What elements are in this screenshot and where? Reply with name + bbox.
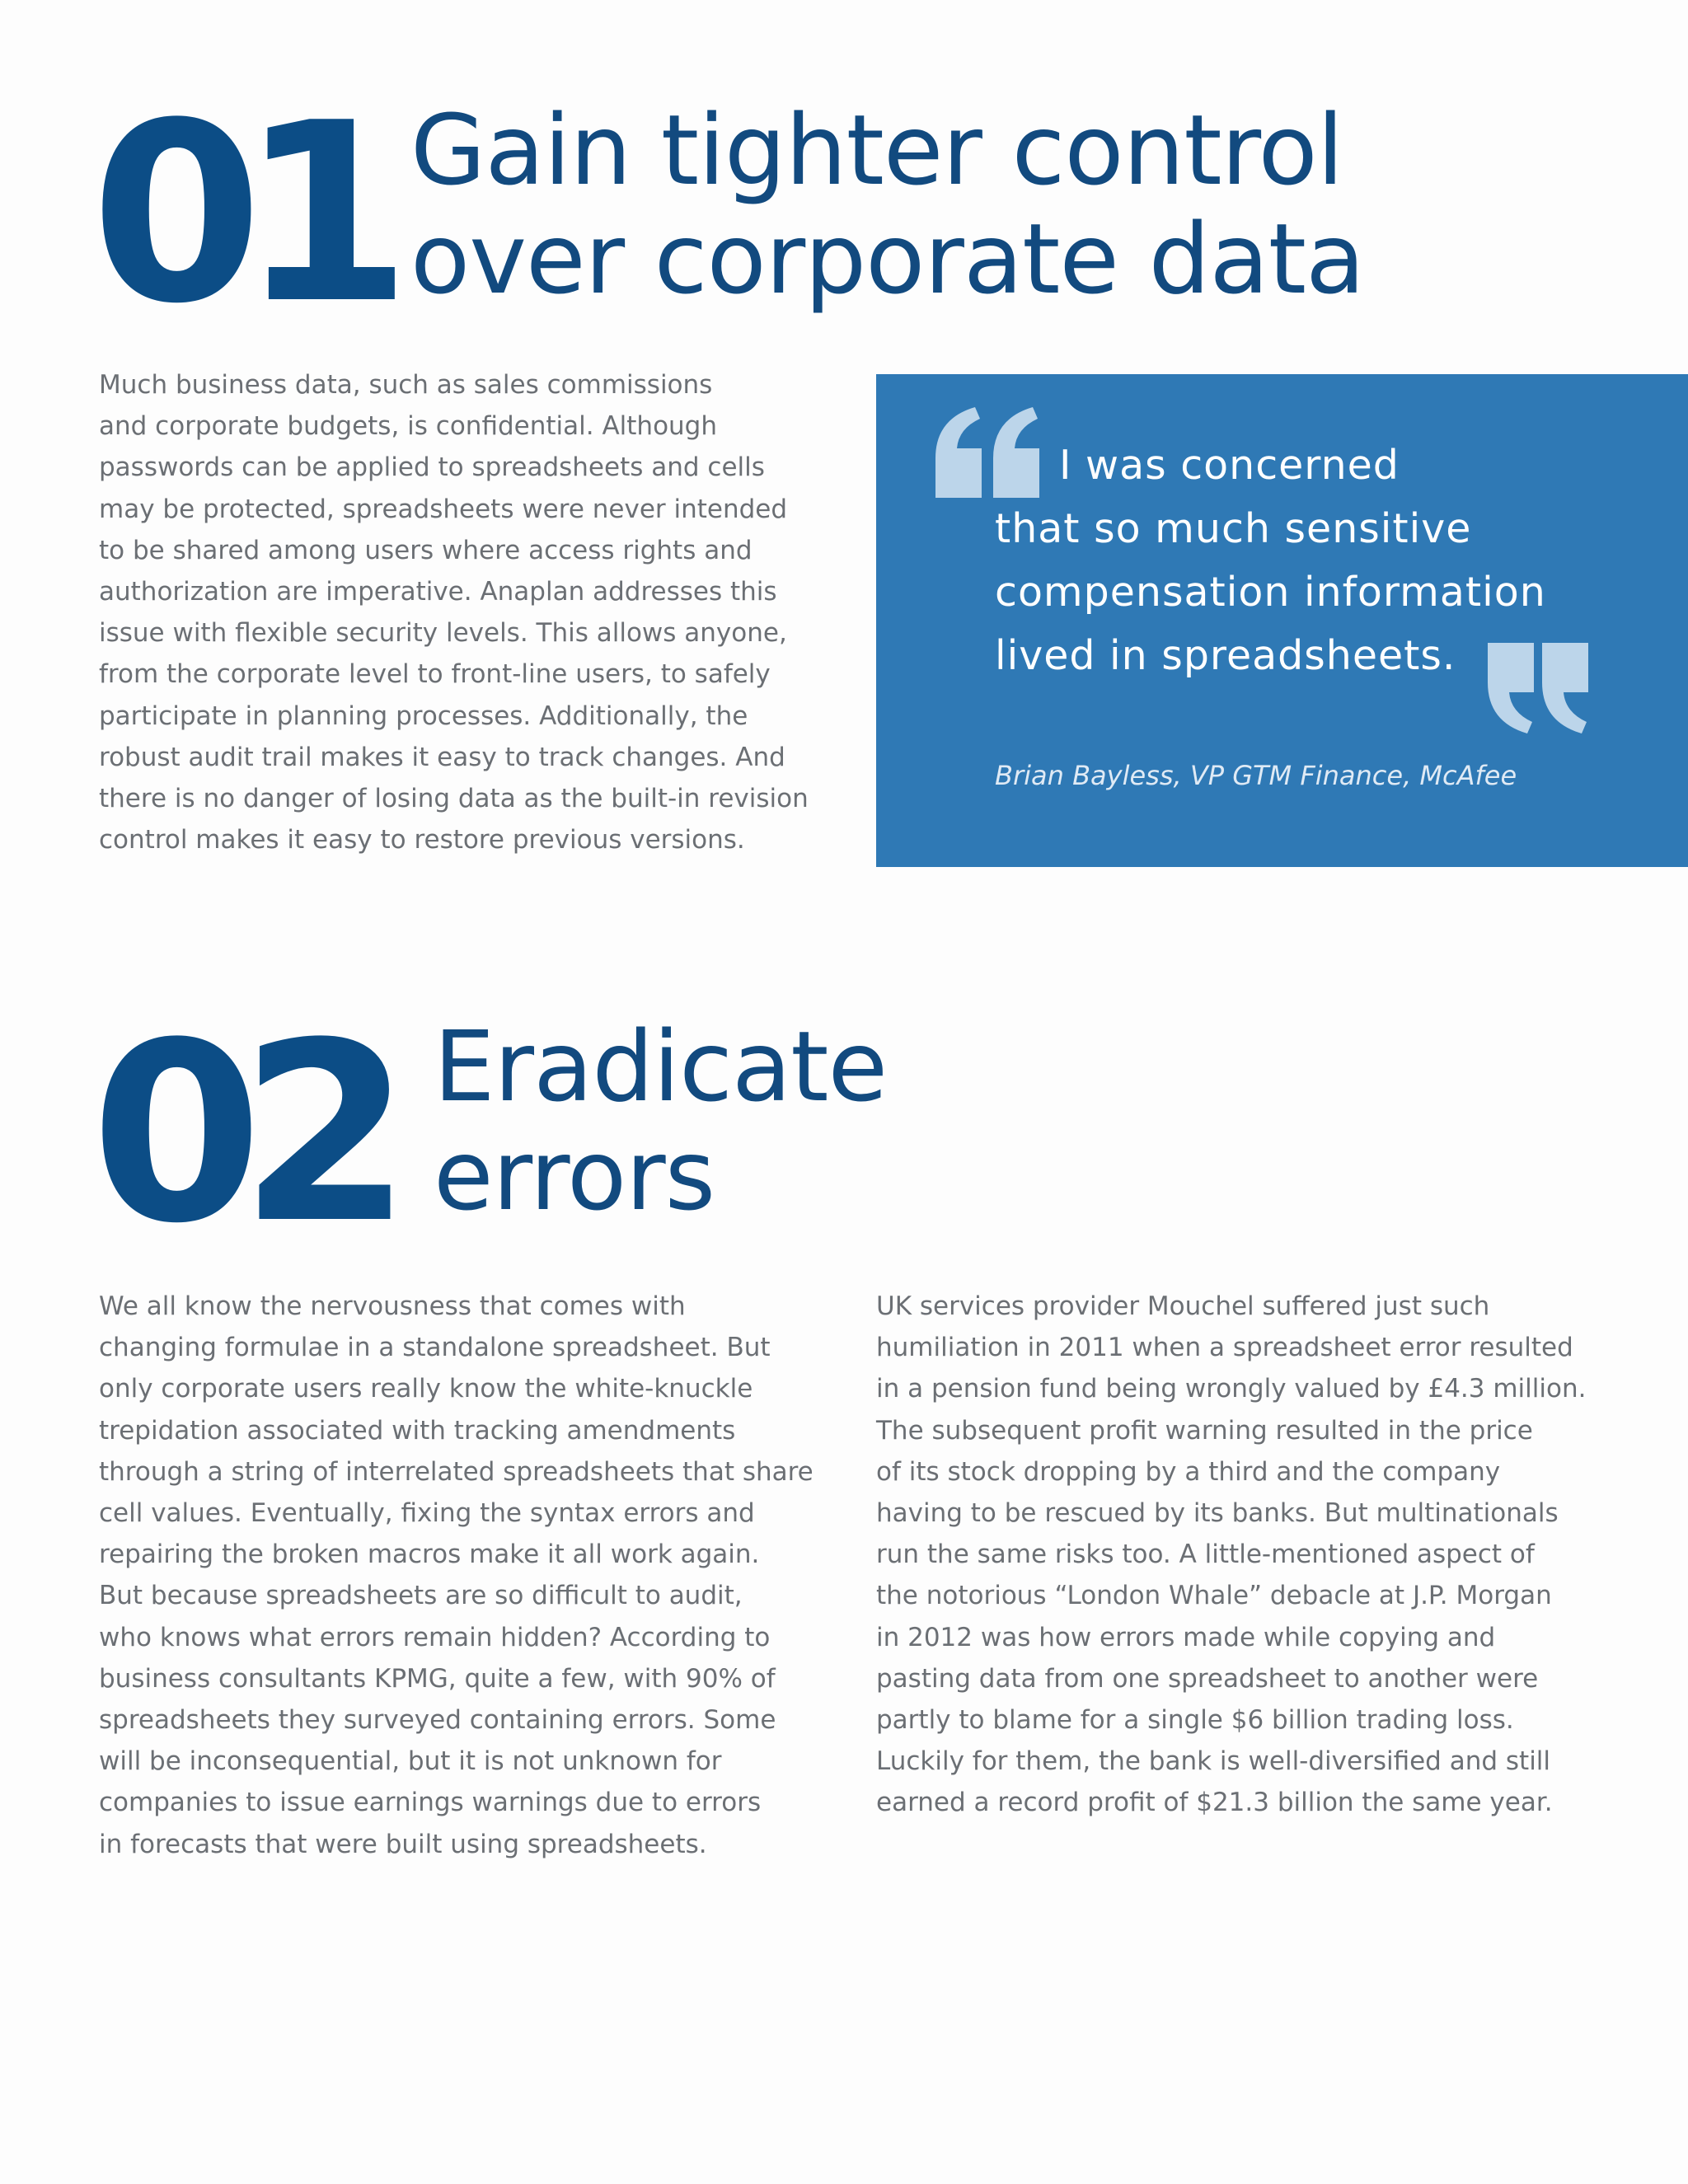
body-line: participate in planning processes. Additionally, the (99, 701, 748, 731)
body-line: But because spreadsheets are so difficult to audit, (99, 1581, 743, 1611)
body-line: pasting data from one spreadsheet to another were (876, 1663, 1539, 1694)
body-line: of its stock dropping by a third and the company (876, 1456, 1501, 1487)
body-line: to be shared among users where access rights and (99, 535, 753, 565)
body-line: may be protected, spreadsheets were never intended (99, 494, 788, 524)
section-2-left-column (99, 1286, 814, 1865)
section-number-01: 01 (91, 70, 389, 358)
body-line: run the same risks too. A little-mentioned aspect of (876, 1540, 1535, 1570)
body-line: partly to blame for a single $6 billion trading loss. (876, 1705, 1514, 1736)
body-line: authorization are imperative. Anaplan addresses this (99, 577, 777, 607)
body-line: who knows what errors remain hidden? According to (99, 1622, 771, 1652)
section-2-right-column (876, 1286, 1586, 1824)
body-line: UK services provider Mouchel suffered just such (876, 1291, 1490, 1321)
section-2-heading-line: errors (434, 1118, 715, 1232)
body-line: issue with flexible security levels. This allows anyone, (99, 618, 787, 649)
quote-attribution: Brian Bayless, VP GTM Finance, McAfee (995, 760, 1517, 791)
quote-line: lived in spreadsheets. (995, 632, 1456, 679)
quote-text (876, 434, 1546, 687)
body-line: in forecasts that were built using spreadsheets. (99, 1829, 707, 1859)
body-line: repairing the broken macros make it all work again. (99, 1540, 760, 1570)
section-1-body (99, 364, 809, 860)
body-line: only corporate users really know the white-knuckle (99, 1374, 753, 1404)
body-line: will be inconsequential, but it is not unknown for (99, 1746, 722, 1777)
body-line: Luckily for them, the bank is well-diversified and still (876, 1746, 1551, 1777)
body-line: changing formulae in a standalone spreadsheet. But (99, 1333, 771, 1363)
close-quote-icon (1484, 643, 1592, 733)
body-line: and corporate budgets, is confidential. Although (99, 411, 718, 442)
body-line: control makes it easy to restore previous versions. (99, 825, 745, 855)
body-line: spreadsheets they surveyed containing errors. Some (99, 1705, 776, 1736)
quote-line: I was concerned (1059, 442, 1400, 489)
body-line: through a string of interrelated spreadsheets that share (99, 1456, 814, 1487)
body-line: cell values. Eventually, fixing the syntax errors and (99, 1498, 755, 1529)
quote-line: compensation information (995, 569, 1546, 616)
pull-quote-box (876, 374, 1688, 867)
body-line: Much business data, such as sales commissions (99, 370, 713, 400)
body-line: business consultants KPMG, quite a few, with 90% of (99, 1663, 776, 1694)
section-1-heading (410, 93, 1365, 316)
body-line: The subsequent profit warning resulted in the price (876, 1415, 1533, 1446)
body-line: there is no danger of losing data as the built-in revision (99, 784, 809, 814)
body-line: the notorious “London Whale” debacle at J.P. Morgan (876, 1581, 1552, 1611)
body-line: from the corporate level to front-line users, to safely (99, 659, 771, 690)
body-line: companies to issue earnings warnings due to errors (99, 1788, 762, 1818)
section-2-heading (434, 1012, 887, 1230)
quote-line: that so much sensitive (995, 505, 1472, 552)
body-line: We all know the nervousness that comes with (99, 1291, 686, 1321)
section-1-heading-line: over corporate data (410, 202, 1365, 316)
body-line: having to be rescued by its banks. But multinationals (876, 1498, 1559, 1529)
body-line: in a pension fund being wrongly valued by £4.3 million. (876, 1374, 1587, 1404)
body-line: passwords can be applied to spreadsheets and cells (99, 452, 765, 483)
section-2-heading-line: Eradicate (434, 1010, 888, 1123)
section-number-02: 02 (91, 990, 389, 1277)
body-line: humiliation in 2011 when a spreadsheet error resulted (876, 1333, 1573, 1363)
body-line: earned a record profit of $21.3 billion the same year. (876, 1788, 1553, 1818)
body-line: trepidation associated with tracking amendments (99, 1415, 736, 1446)
body-line: robust audit trail makes it easy to track changes. And (99, 742, 785, 772)
body-line: in 2012 was how errors made while copying and (876, 1622, 1496, 1652)
section-1-heading-line: Gain tighter control (410, 93, 1343, 207)
